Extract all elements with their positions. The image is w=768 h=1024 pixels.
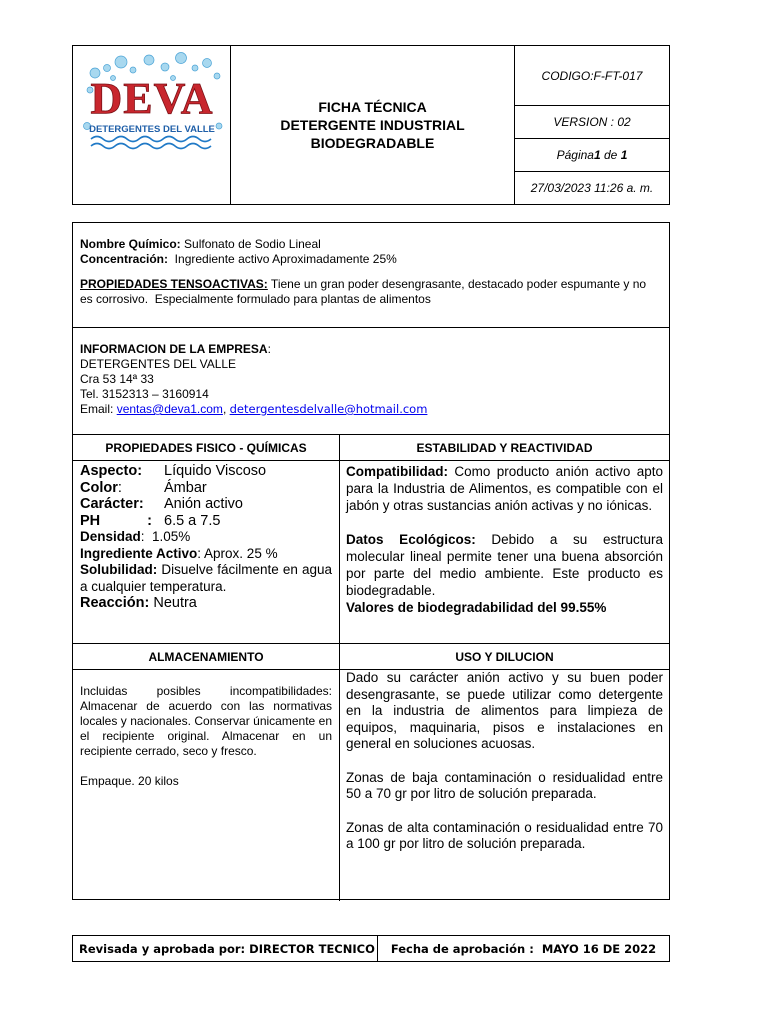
document-title <box>231 46 515 204</box>
high-contamination-text: Zonas de alta contaminación o residualidad entre 70 a 100 gr por litro de solución preparada. <box>346 819 663 851</box>
solubility-line: Solubilidad: Disuelve fácilmente en agua a cualquier temperatura. <box>80 562 336 594</box>
storage-text: Incluidas posibles incompatibilidades: Almacenar de acuerdo con las normativas locales y nacionales. Conservar únicamente en el recipiente original. Almacenar en un recipiente cerrado, seco y fresco. <box>80 684 332 758</box>
title-line: BIODEGRADABLE <box>310 135 435 151</box>
package-text: Empaque. 20 kilos <box>80 774 179 788</box>
section-headers-row-1 <box>73 435 669 461</box>
company-address: Cra 53 14ª 33 <box>80 372 154 386</box>
email-link-sales[interactable]: ventas@deva1.com <box>116 402 223 416</box>
compatibility-text: Compatibilidad: Como producto anión activo apto para la Industria de Alimentos, es compatible con el jabón y otras sustancias anión activas y no iónicas. <box>346 464 667 513</box>
section-headers-row-2 <box>73 644 669 670</box>
usage-paragraph: Dado su carácter anión activo y su buen poder desengrasante, se puede utilizar como detergente en la industria de alimentos para limpieza de equipos, maquinaria, pisos e instalaciones en general en soluciones acuosas. <box>346 670 663 751</box>
usage-heading: USO Y DILUCION <box>455 649 554 664</box>
page-number: Página 1 de 1 <box>515 139 669 172</box>
title-line: FICHA TÉCNICA <box>318 99 427 115</box>
title-line: DETERGENTE INDUSTRIAL <box>280 117 465 133</box>
stability-reactivity <box>340 461 669 643</box>
storage-heading: ALMACENAMIENTO <box>73 644 340 669</box>
company-email: Email: ventas@deva1.com, detergentesdelvalle@hotmail.com <box>80 402 428 416</box>
composition-section <box>73 223 669 328</box>
storage-usage-row <box>73 670 669 901</box>
email-link-hotmail[interactable]: detergentesdelvalle@hotmail.com <box>229 402 428 416</box>
company-phone: Tel. 3152313 – 3160914 <box>80 387 209 401</box>
active-ingredient-line: Ingrediente Activo : Aprox. 25 % <box>80 545 278 561</box>
physchem-properties <box>73 461 340 643</box>
stability-heading: ESTABILIDAD Y REACTIVIDAD <box>416 440 593 455</box>
logo-subtitle-text: DETERGENTES DEL VALLE <box>89 124 215 135</box>
usage-dilution <box>340 670 669 901</box>
deva-logo <box>73 46 231 206</box>
aspect-line: Aspecto: Líquido Viscoso <box>80 463 267 479</box>
physchem-heading: PROPIEDADES FISICO - QUÍMICAS <box>73 435 340 460</box>
ph-line: PH : 6.5 a 7.5 <box>80 512 221 529</box>
surfactant-properties: PROPIEDADES TENSOACTIVAS: Tiene un gran poder desengrasante, destacado poder espumante y no es corrosivo. Especialmente formulado para plantas de alimentos <box>80 277 650 306</box>
approval-footer <box>72 935 670 962</box>
character-line: Carácter: Anión activo <box>80 496 243 512</box>
data-sheet-body <box>72 222 670 900</box>
biodegradability-value: Valores de biodegradabilidad del 99.55% <box>346 600 607 615</box>
concentration: Concentración: Ingrediente activo Aproximadamente 25% <box>80 252 397 266</box>
document-header <box>72 45 670 205</box>
company-name: DETERGENTES DEL VALLE <box>80 357 237 371</box>
approved-by: Revisada y aprobada por: DIRECTOR TECNICO <box>73 936 378 961</box>
document-code: CODIGO:F-FT-017 <box>515 46 669 106</box>
document-meta <box>515 46 669 204</box>
ecological-data-text: Datos Ecológicos: Debido a su estructura molecular lineal permite tener una buena absorción por parte del medio ambiente. Este producto es biodegradable. <box>346 532 667 598</box>
approval-date: Fecha de aprobación : MAYO 16 DE 2022 <box>390 941 657 956</box>
density-line: Densidad: 1.05% <box>80 529 191 544</box>
company-info-section <box>73 328 669 435</box>
reaction-line: Reacción: Neutra <box>80 595 197 611</box>
properties-row <box>73 461 669 644</box>
document-version: VERSION : 02 <box>515 106 669 139</box>
storage-info <box>73 670 340 901</box>
chemical-name: Nombre Químico: Sulfonato de Sodio Lineal <box>80 237 321 251</box>
document-datetime: 27/03/2023 11:26 a. m. <box>530 181 654 195</box>
color-line: Color: Ámbar <box>80 479 207 496</box>
logo-brand-text: DEVA <box>90 74 214 123</box>
company-heading: INFORMACION DE LA EMPRESA: <box>80 342 271 356</box>
logo-cell <box>73 46 231 204</box>
low-contamination-text: Zonas de baja contaminación o residualidad entre 50 a 70 gr por litro de solución preparada. <box>346 769 663 801</box>
